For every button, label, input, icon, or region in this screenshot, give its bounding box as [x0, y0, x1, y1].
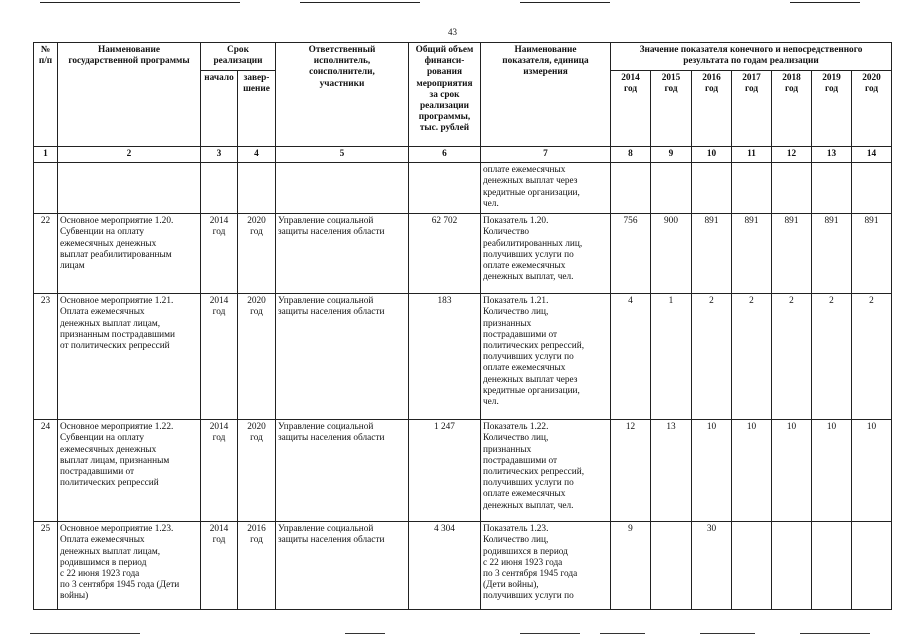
- header-start: начало: [201, 71, 238, 147]
- indicator-value: [852, 163, 892, 214]
- executor: Управление социальной защиты населения области: [276, 294, 409, 420]
- indicator-value: 891: [692, 214, 732, 294]
- indicator-value: [812, 522, 852, 610]
- funding-amount: 183: [409, 294, 481, 420]
- indicator-value: 891: [732, 214, 772, 294]
- indicator-value: 4: [611, 294, 651, 420]
- bottom-edge-line: [520, 633, 580, 634]
- table-row: [34, 420, 892, 522]
- column-number: 8: [611, 147, 651, 163]
- start-year: [201, 163, 238, 214]
- indicator-value: 30: [692, 522, 732, 610]
- indicator-value: 10: [852, 420, 892, 522]
- column-number: 4: [238, 147, 276, 163]
- end-year: 2020 год: [238, 420, 276, 522]
- indicator-value: 2: [772, 294, 812, 420]
- row-number: 24: [34, 420, 58, 522]
- column-number: 11: [732, 147, 772, 163]
- bottom-edge-line: [700, 633, 755, 634]
- indicator-value: 10: [692, 420, 732, 522]
- indicator-value: 2: [852, 294, 892, 420]
- indicator-value: 10: [812, 420, 852, 522]
- indicator-value: [772, 522, 812, 610]
- indicator-value: [732, 163, 772, 214]
- column-number-row: [34, 147, 892, 163]
- top-edge-line: [40, 2, 240, 3]
- indicator-value: 10: [772, 420, 812, 522]
- indicator-value: [611, 163, 651, 214]
- column-number: 5: [276, 147, 409, 163]
- top-edge-line: [790, 2, 860, 3]
- header-year: 2018 год: [772, 71, 812, 147]
- top-edge-line: [300, 2, 420, 3]
- indicator-value: 12: [611, 420, 651, 522]
- header-year: 2020 год: [852, 71, 892, 147]
- header-end: завер- шение: [238, 71, 276, 147]
- indicator-name: Показатель 1.21. Количество лиц, признанных пострадавшими от политических репрессий, получивших услуги по оплате ежемесячных денежных выплат через кредитные организации, чел.: [481, 294, 611, 420]
- header-indicator: Наименование показателя, единица измерения: [481, 43, 611, 147]
- start-year: 2014 год: [201, 294, 238, 420]
- bottom-edge-line: [800, 633, 870, 634]
- indicator-value: 2: [732, 294, 772, 420]
- start-year: 2014 год: [201, 420, 238, 522]
- program-name: Основное мероприятие 1.23. Оплата ежемесячных денежных выплат лицам, родившимся в период с 22 июня 1923 года по 3 сентября 1945 года (Дети войны): [58, 522, 201, 610]
- indicator-value: [651, 522, 692, 610]
- page-number: 43: [448, 27, 457, 37]
- column-number: 12: [772, 147, 812, 163]
- indicator-value: 900: [651, 214, 692, 294]
- indicator-value: [852, 522, 892, 610]
- header-year: 2016 год: [692, 71, 732, 147]
- end-year: 2016 год: [238, 522, 276, 610]
- column-number: 9: [651, 147, 692, 163]
- table-row: [34, 294, 892, 420]
- executor: Управление социальной защиты населения области: [276, 420, 409, 522]
- end-year: 2020 год: [238, 294, 276, 420]
- column-number: 7: [481, 147, 611, 163]
- funding-amount: 62 702: [409, 214, 481, 294]
- row-number: 25: [34, 522, 58, 610]
- indicator-name: Показатель 1.22. Количество лиц, признанных пострадавшими от политических репрессий, получивших услуги по оплате ежемесячных денежных выплат, чел.: [481, 420, 611, 522]
- indicator-name: Показатель 1.23. Количество лиц, родившихся в период с 22 июня 1923 года по 3 сентября 1945 года (Дети войны), получивших услуги по: [481, 522, 611, 610]
- row-number: [34, 163, 58, 214]
- indicator-value: 10: [732, 420, 772, 522]
- program-name: Основное мероприятие 1.22. Субвенции на оплату ежемесячных денежных выплат лицам, признанным пострадавшими от политических репрессий: [58, 420, 201, 522]
- table-row: [34, 522, 892, 610]
- indicator-value: 891: [772, 214, 812, 294]
- indicator-value: 891: [812, 214, 852, 294]
- executor: Управление социальной защиты населения области: [276, 214, 409, 294]
- funding-amount: 1 247: [409, 420, 481, 522]
- row-number: 23: [34, 294, 58, 420]
- indicator-value: 1: [651, 294, 692, 420]
- indicator-value: [692, 163, 732, 214]
- header-year: 2019 год: [812, 71, 852, 147]
- indicator-value: 2: [692, 294, 732, 420]
- header-year: 2015 год: [651, 71, 692, 147]
- header-values-group: Значение показателя конечного и непосредственного результата по годам реализации: [611, 43, 892, 71]
- program-name: [58, 163, 201, 214]
- funding-amount: 4 304: [409, 522, 481, 610]
- top-edge-line: [520, 2, 610, 3]
- bottom-edge-line: [30, 633, 140, 634]
- funding-amount: [409, 163, 481, 214]
- indicator-name: Показатель 1.20. Количество реабилитированных лиц, получивших услуги по оплате ежемесячных денежных выплат, чел.: [481, 214, 611, 294]
- column-number: 10: [692, 147, 732, 163]
- executor: Управление социальной защиты населения области: [276, 522, 409, 610]
- header-number: № п/п: [34, 43, 58, 147]
- end-year: [238, 163, 276, 214]
- start-year: 2014 год: [201, 214, 238, 294]
- column-number: 14: [852, 147, 892, 163]
- indicator-value: 891: [852, 214, 892, 294]
- indicator-value: 756: [611, 214, 651, 294]
- header-term: Срок реализации: [201, 43, 276, 71]
- column-number: 1: [34, 147, 58, 163]
- indicator-value: 13: [651, 420, 692, 522]
- program-name: Основное мероприятие 1.21. Оплата ежемесячных денежных выплат лицам, признанным пострадавшими от политических репрессий: [58, 294, 201, 420]
- indicator-name: оплате ежемесячных денежных выплат через кредитные организации, чел.: [481, 163, 611, 214]
- end-year: 2020 год: [238, 214, 276, 294]
- header-funding: Общий объем финанси- рования мероприятия за срок реализации программы, тыс. рублей: [409, 43, 481, 147]
- bottom-edge-line: [600, 633, 645, 634]
- start-year: 2014 год: [201, 522, 238, 610]
- indicator-value: [651, 163, 692, 214]
- header-program-name: Наименование государственной программы: [58, 43, 201, 147]
- indicator-value: 2: [812, 294, 852, 420]
- column-number: 13: [812, 147, 852, 163]
- executor: [276, 163, 409, 214]
- indicator-value: 9: [611, 522, 651, 610]
- table-row: [34, 214, 892, 294]
- column-number: 6: [409, 147, 481, 163]
- row-number: 22: [34, 214, 58, 294]
- header-year: 2017 год: [732, 71, 772, 147]
- bottom-edge-line: [345, 633, 385, 634]
- indicator-value: [772, 163, 812, 214]
- indicator-value: [732, 522, 772, 610]
- header-year: 2014 год: [611, 71, 651, 147]
- column-number: 3: [201, 147, 238, 163]
- program-name: Основное мероприятие 1.20. Субвенции на оплату ежемесячных денежных выплат реабилитированным лицам: [58, 214, 201, 294]
- table-row: [34, 163, 892, 214]
- indicator-value: [812, 163, 852, 214]
- header-executor: Ответственный исполнитель, соисполнители, участники: [276, 43, 409, 147]
- column-number: 2: [58, 147, 201, 163]
- program-table: [33, 42, 892, 610]
